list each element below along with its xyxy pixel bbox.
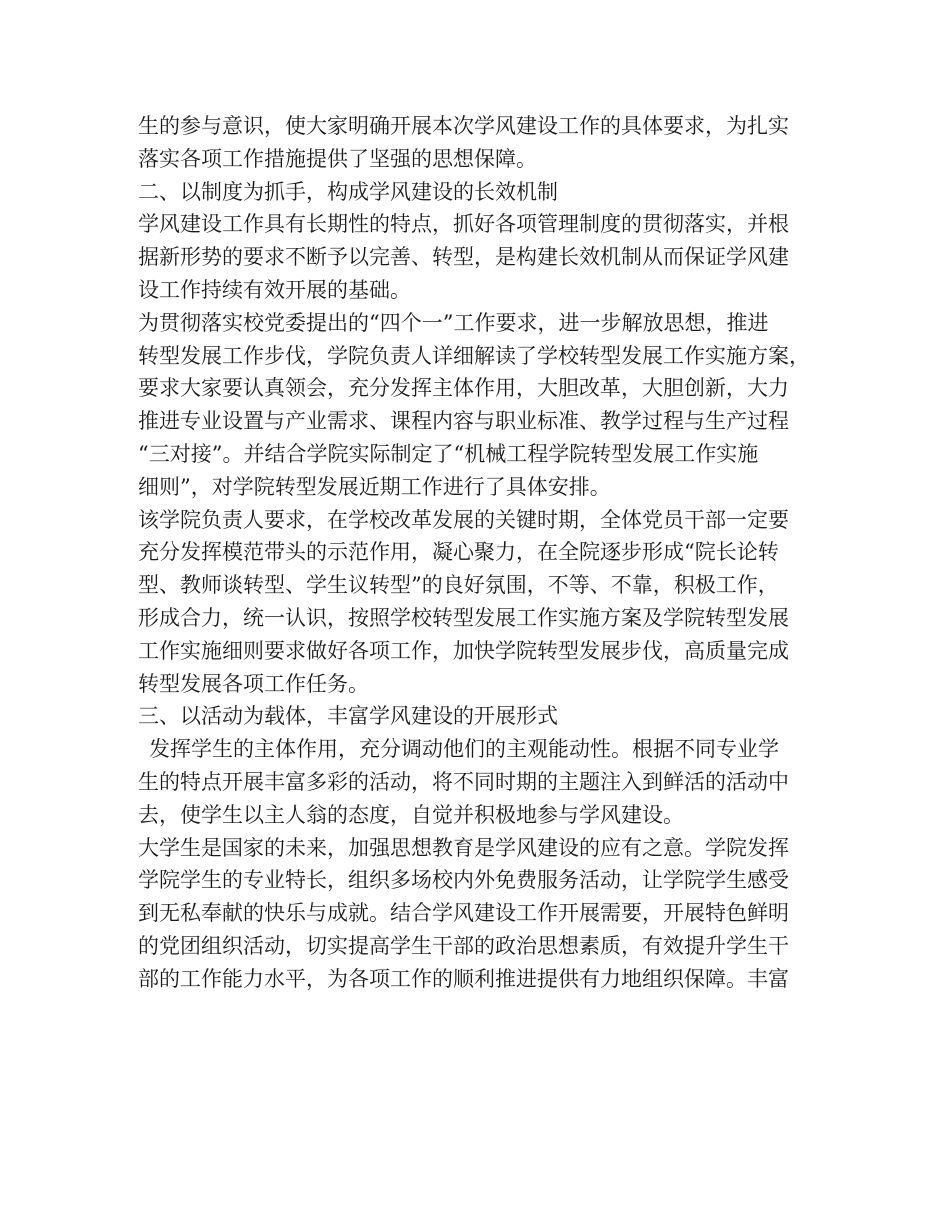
text-line: “三对接”。并结合学院实际制定了“机械工程学院转型发展工作实施 xyxy=(138,441,759,466)
text-line: 设工作持续有效开展的基础。 xyxy=(138,277,411,302)
text-line: 部的工作能力水平，为各项工作的顺利推进提供有力地组织保障。丰富 xyxy=(138,966,789,991)
text-line: 三、以活动为载体，丰富学风建设的开展形式 xyxy=(138,704,558,729)
text-line: 据新形势的要求不断予以完善、转型，是构建长效机制从而保证学风建 xyxy=(138,245,789,270)
text-line: 形成合力，统一认识，按照学校转型发展工作实施方案及学院转型发展 xyxy=(138,605,789,630)
text-line: 该学院负责人要求，在学校改革发展的关键时期，全体党员干部一定要 xyxy=(138,507,789,532)
text-line: 生的参与意识，使大家明确开展本次学风建设工作的具体要求，为扎实 xyxy=(138,114,789,138)
text-line: 去，使学生以主人翁的态度，自觉并积极地参与学风建设。 xyxy=(138,802,684,827)
text-line: 到无私奉献的快乐与成就。结合学风建设工作开展需要，开展特色鲜明 xyxy=(138,901,789,926)
text-line: 二、以制度为抓手，构成学风建设的长效机制 xyxy=(138,179,558,204)
text-line: 转型发展工作步伐，学院负责人详细解读了学校转型发展工作实施方案， xyxy=(138,343,810,368)
text-line: 细则”，对学院转型发展近期工作进行了具体安排。 xyxy=(138,474,611,499)
text-line: 推进专业设置与产业需求、课程内容与职业标准、教学过程与生产过程 xyxy=(138,409,789,434)
text-line: 为贯彻落实校党委提出的“四个一”工作要求，进一步解放思想，推进 xyxy=(138,310,769,335)
text-line: 的党团组织活动，切实提高学生干部的政治思想素质，有效提升学生干 xyxy=(138,933,789,958)
text-line: 转型发展各项工作任务。 xyxy=(138,671,369,696)
text-line: 要求大家要认真领会，充分发挥主体作用，大胆改革，大胆创新，大力 xyxy=(138,376,789,401)
text-line: 发挥学生的主体作用，充分调动他们的主观能动性。根据不同专业学 xyxy=(149,737,779,762)
text-line: 工作实施细则要求做好各项工作，加快学院转型发展步伐，高质量完成 xyxy=(138,638,789,663)
text-line: 生的特点开展丰富多彩的活动，将不同时期的主题注入到鲜活的活动中 xyxy=(138,769,789,794)
text-line: 落实各项工作措施提供了坚强的思想保障。 xyxy=(138,146,537,171)
text-line: 学风建设工作具有长期性的特点，抓好各项管理制度的贯彻落实，并根 xyxy=(138,212,789,237)
text-line: 充分发挥模范带头的示范作用，凝心聚力，在全院逐步形成“院长论转 xyxy=(138,540,779,565)
document-body xyxy=(138,110,828,996)
text-line: 型、教师谈转型、学生议转型”的良好氛围，不等、不靠，积极工作， xyxy=(138,573,779,598)
text-line: 大学生是国家的未来，加强思想教育是学风建设的应有之意。学院发挥 xyxy=(138,835,789,860)
text-line: 学院学生的专业特长，组织多场校内外免费服务活动，让学院学生感受 xyxy=(138,868,789,893)
